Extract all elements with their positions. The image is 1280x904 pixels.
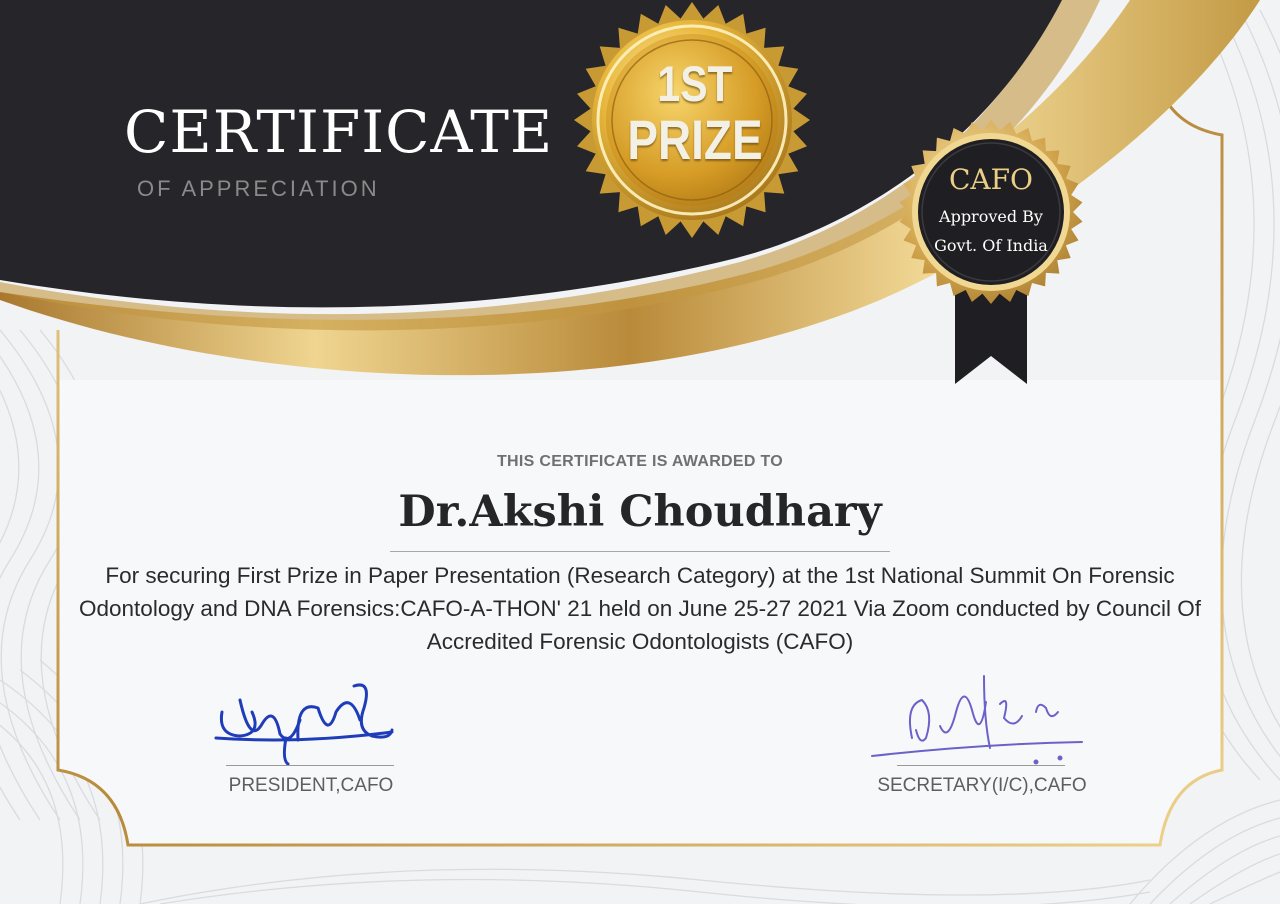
seal-govt-line: Govt. Of India (934, 236, 1048, 255)
seal-brand: CAFO (948, 163, 1034, 196)
prize-badge-line2: PRIZE (627, 108, 763, 171)
president-role: PRESIDENT,CAFO (228, 775, 394, 796)
certificate-subtitle: OF APPRECIATION (137, 176, 380, 201)
secretary-role: SECRETARY(I/C),CAFO (877, 775, 1087, 796)
awarded-label: THIS CERTIFICATE IS AWARDED TO (496, 453, 784, 470)
prize-badge-line1: 1ST (657, 56, 733, 112)
president-signature-line (226, 765, 394, 766)
seal-approved-line: Approved By (939, 207, 1043, 226)
name-underline (390, 551, 890, 552)
wave-pattern-bottom (140, 869, 1150, 904)
citation-text: For securing First Prize in Paper Presentation (Research Category) at the 1st National Summit On Forensic Odontology and DNA Forensics:CAFO-A-THON' 21 held on June 25-27 2021 Via Zoom conducted by Council Of Accredited Forensic Odontologists (CAFO) (79, 563, 1201, 654)
secretary-signature-line (897, 765, 1065, 766)
recipient-name: Dr.Akshi Choudhary (398, 487, 882, 537)
certificate-title: CERTIFICATE (124, 98, 554, 166)
